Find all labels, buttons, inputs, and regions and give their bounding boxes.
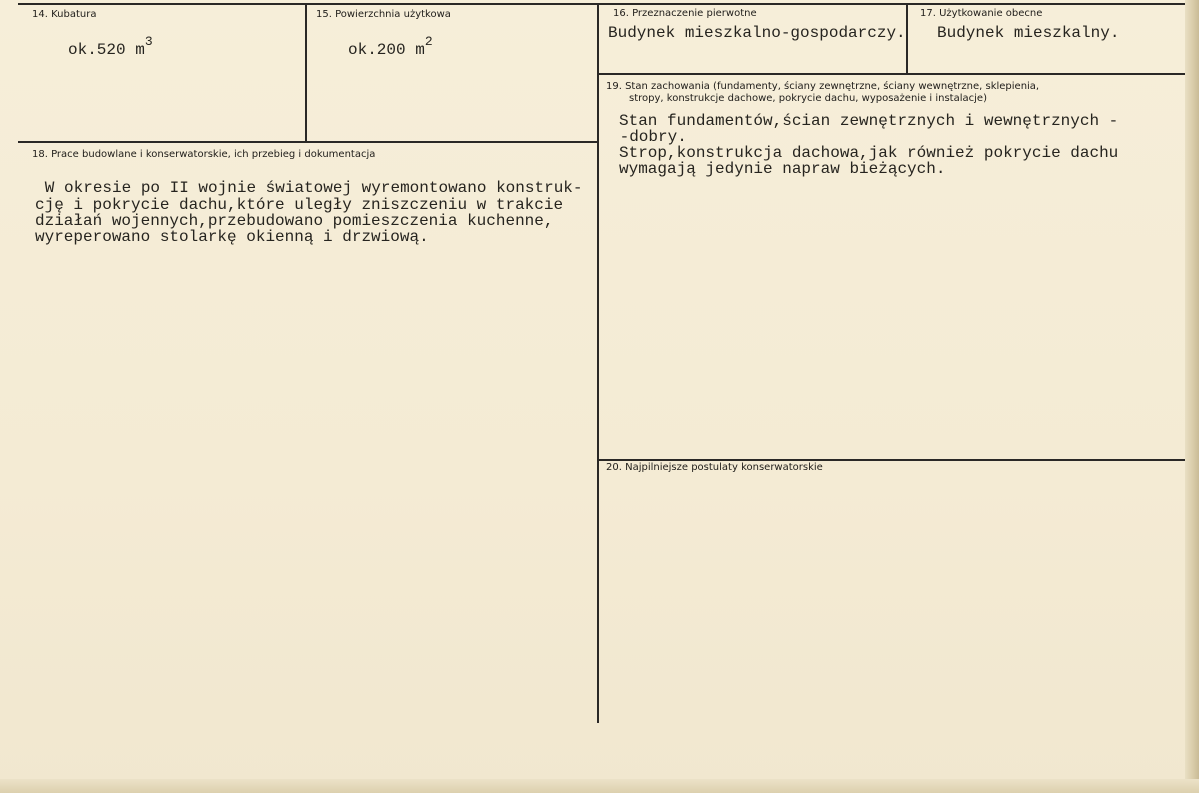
field-14-value-text: ok.520 m	[68, 41, 145, 59]
field-19-line-3: Strop,konstrukcja dachowa,jak również pokrycie dachu	[619, 144, 1119, 162]
field-19-line-1: Stan fundamentów,ścian zewnętrznych i wewnętrznych -	[619, 112, 1119, 130]
field-19-label-line-1: 19. Stan zachowania (fundamenty, ściany zewnętrzne, ściany wewnętrzne, sklepienia,	[606, 81, 1040, 92]
field-16-value: Budynek mieszkalno-gospodarczy.	[608, 24, 906, 42]
field-19-line-2: -dobry.	[610, 128, 687, 146]
field-15-label: 15. Powierzchnia użytkowa	[316, 9, 451, 20]
field-18-line-3: działań wojennych,przebudowano pomieszczenia kuchenne,	[35, 212, 554, 230]
field-19-label-line-2: stropy, konstrukcje dachowe, pokrycie dachu, wyposażenie i instalacje)	[629, 93, 987, 104]
field-15-exponent: 2	[424, 34, 433, 49]
field-20-label: 20. Najpilniejsze postulaty konserwatorskie	[606, 462, 823, 473]
field-15-value	[348, 34, 433, 60]
divider-14-15	[305, 3, 307, 142]
divider-16-17	[906, 3, 908, 74]
field-17-label: 17. Użytkowanie obecne	[920, 8, 1043, 19]
field-19-line-4: wymagają jedynie napraw bieżących.	[619, 160, 946, 178]
rule-above-field20	[598, 459, 1188, 461]
field-15-value-text: ok.200 m	[348, 41, 425, 59]
field-18-line-2: cję i pokrycie dachu,które uległy zniszczeniu w trakcie	[35, 196, 564, 214]
field-18-line-4: wyreperowano stolarkę okienną i drzwiową.	[35, 228, 429, 246]
rule-below-row1-left	[18, 141, 598, 143]
top-rule	[18, 3, 1188, 5]
field-18-label: 18. Prace budowlane i konserwatorskie, ich przebieg i dokumentacja	[32, 149, 376, 160]
card-bottom-edge	[0, 779, 1199, 793]
divider-center	[597, 3, 599, 723]
field-18-line-1: W okresie po II wojnie światowej wyremontowano konstruk-	[16, 179, 583, 197]
field-14-exponent: 3	[144, 34, 153, 49]
field-16-label: 16. Przeznaczenie pierwotne	[613, 8, 757, 19]
rule-below-row1-right	[598, 73, 1188, 75]
card-right-edge	[1185, 0, 1199, 793]
field-14-value	[68, 34, 153, 60]
field-17-value: Budynek mieszkalny.	[937, 24, 1120, 42]
field-14-label: 14. Kubatura	[32, 9, 97, 20]
